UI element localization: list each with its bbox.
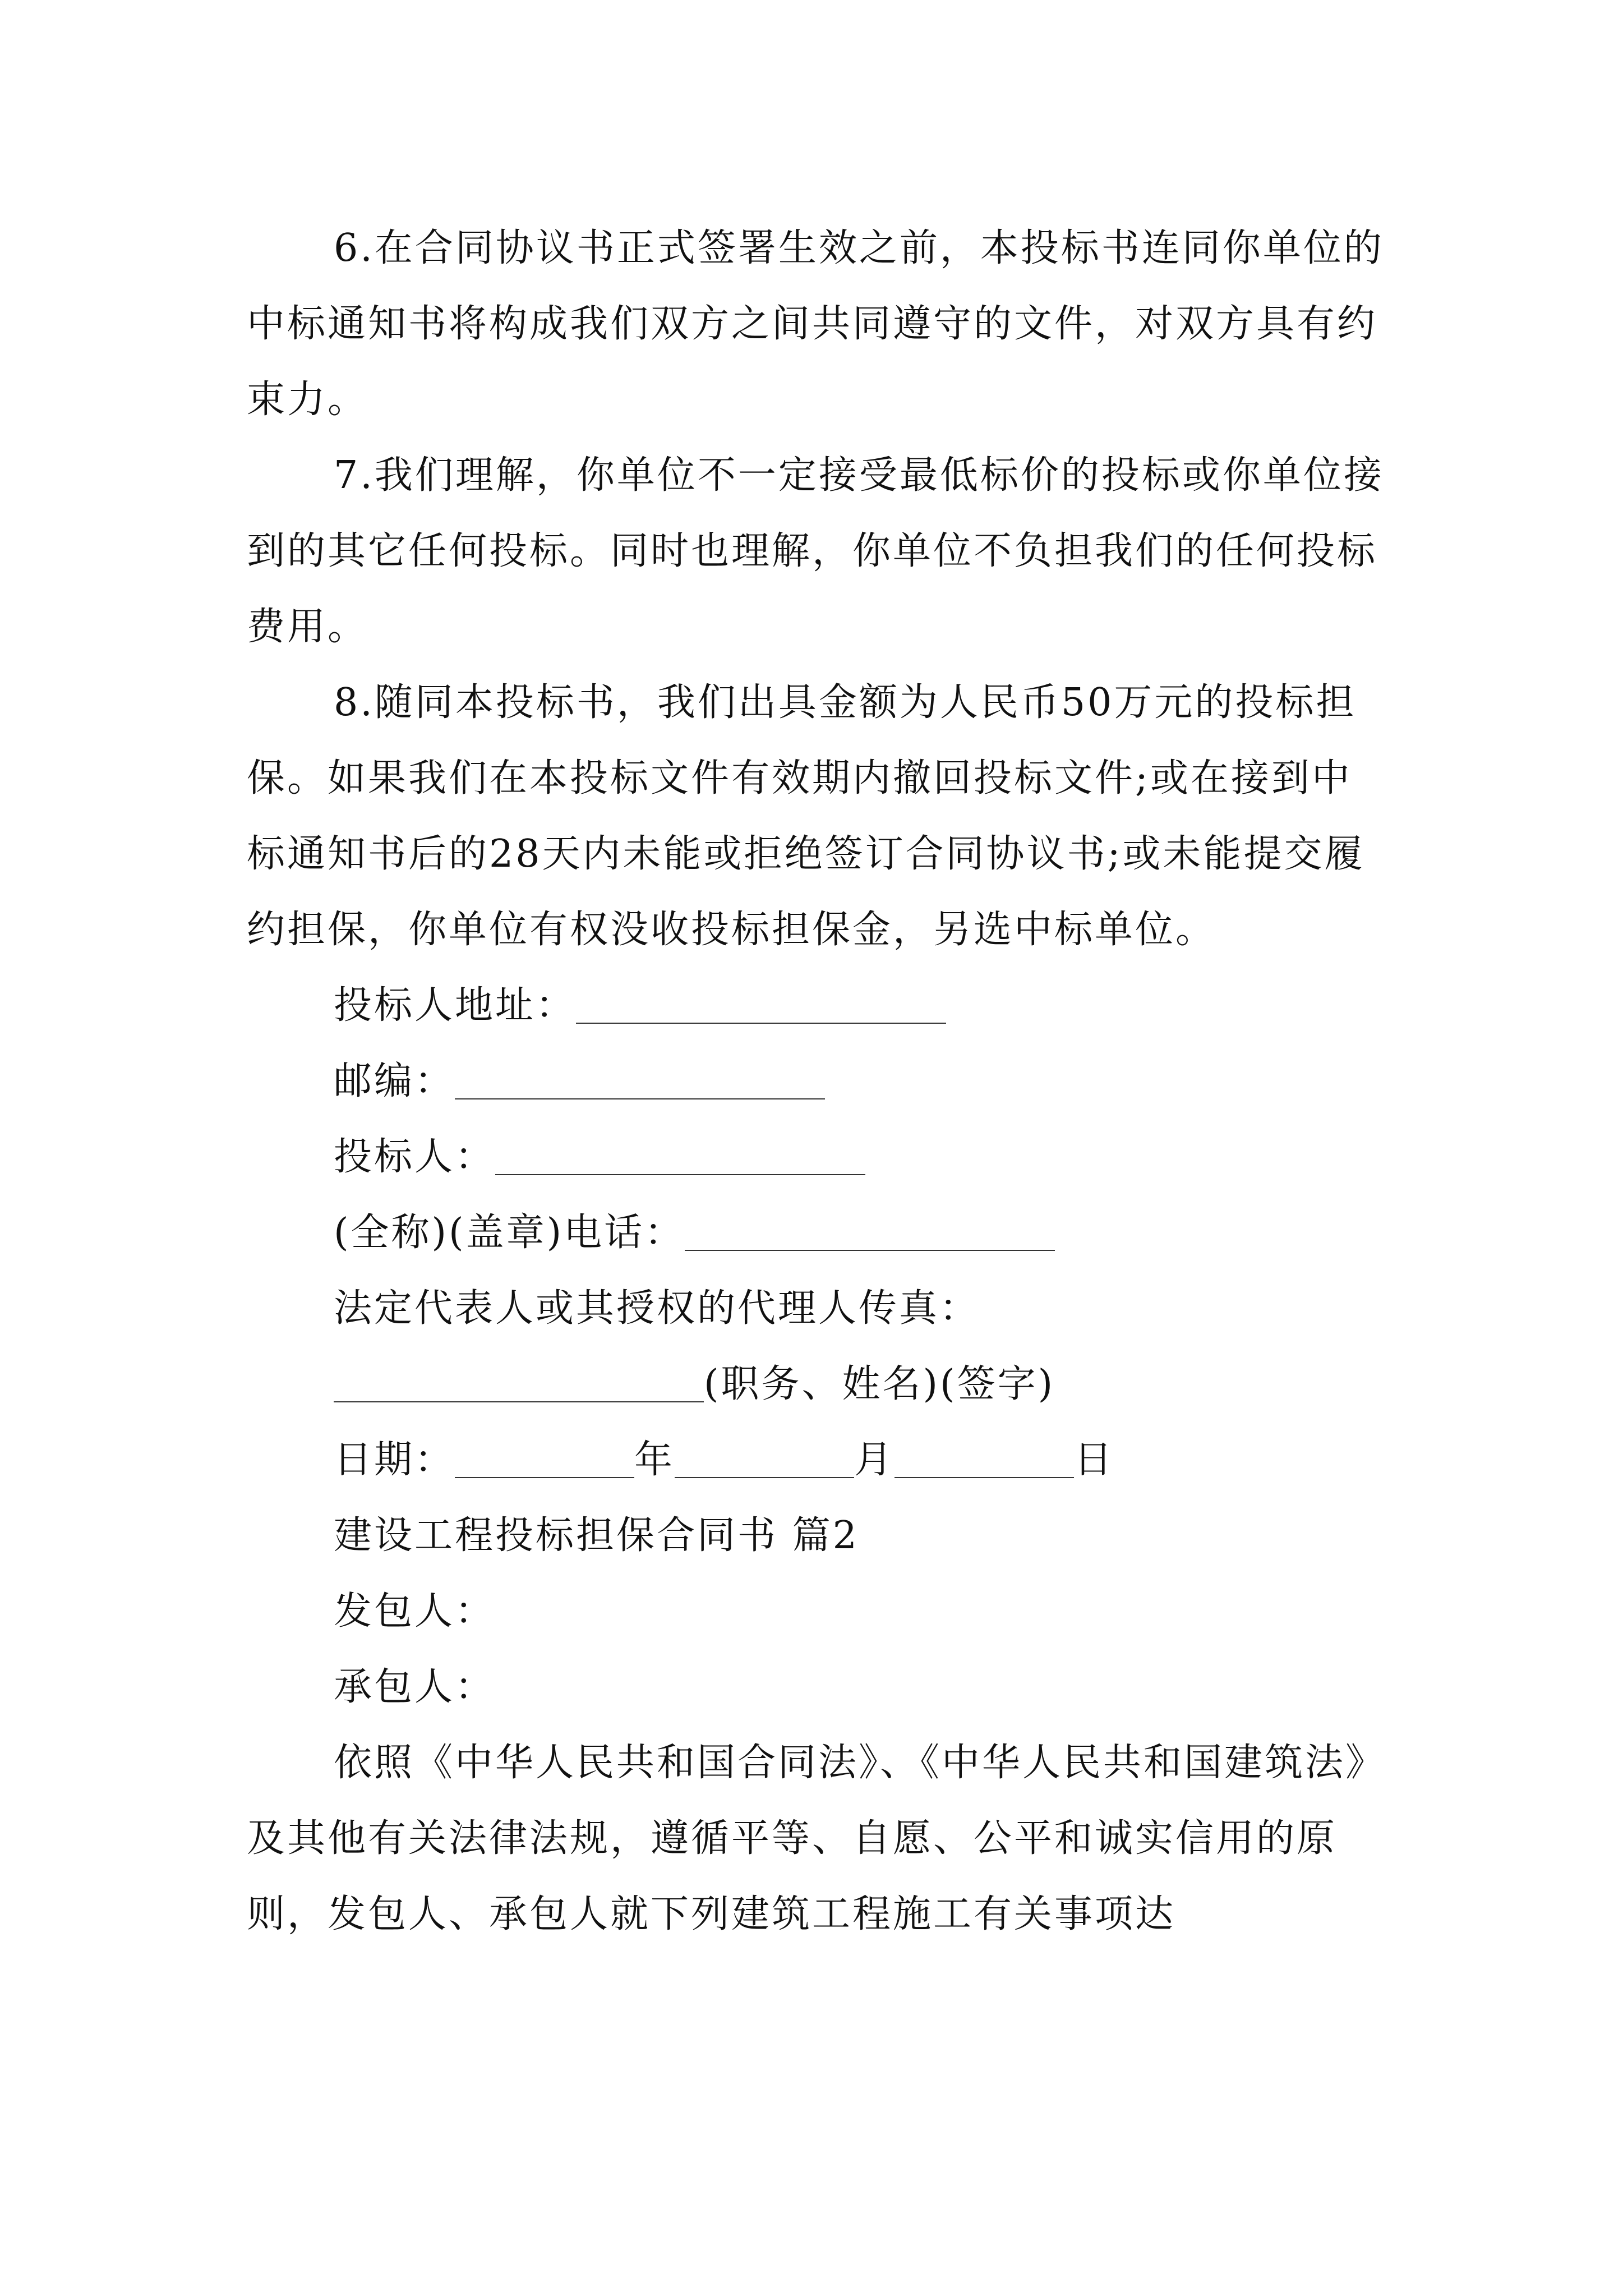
- bidder-label: 投标人：: [334, 1135, 496, 1179]
- sign-line: [247, 1346, 1391, 1422]
- sign-label: (职务、姓名)(签字): [704, 1362, 1055, 1406]
- postcode-line: [247, 1043, 1391, 1119]
- date-label: 日期：: [334, 1438, 455, 1482]
- year-blank: [455, 1443, 634, 1478]
- postcode-label: 邮编：: [334, 1059, 455, 1103]
- address-blank: [576, 989, 946, 1024]
- phone-line: [247, 1195, 1391, 1271]
- paragraph-6: 6.在合同协议书正式签署生效之前，本投标书连同你单位的中标通知书将构成我们双方之间共同遵守的文件，对双方具有约束力。: [247, 226, 1384, 422]
- contractor-line: 承包人：: [334, 1665, 496, 1709]
- bidder-line: [247, 1119, 1391, 1195]
- month-label: 月: [854, 1438, 895, 1482]
- section-2-intro: 依照《中华人民共和国合同法》、《中华人民共和国建筑法》及其他有关法律法规，遵循平等、自愿、公平和诚实信用的原则，发包人、承包人就下列建筑工程施工有关事项达: [247, 1741, 1386, 1936]
- year-label: 年: [634, 1438, 675, 1482]
- day-blank: [895, 1443, 1074, 1478]
- address-line: [247, 968, 1391, 1043]
- address-label: 投标人地址：: [334, 983, 577, 1028]
- phone-blank: [685, 1216, 1055, 1251]
- section-2-title: 建设工程投标担保合同书 篇2: [334, 1513, 859, 1558]
- phone-label: (全称)(盖章)电话：: [334, 1211, 685, 1255]
- document-body: [247, 210, 1391, 1952]
- date-line: [247, 1422, 1391, 1498]
- employer-line: 发包人：: [334, 1589, 496, 1634]
- sign-blank: [334, 1368, 704, 1402]
- paragraph-8: 8.随同本投标书，我们出具金额为人民币50万元的投标担保。如果我们在本投标文件有效期内撤回投标文件;或在接到中标通知书后的28天内未能或拒绝签订合同协议书;或未能提交履约担保，你单位有权没收投标担保金，另选中标单位。: [247, 680, 1365, 952]
- bidder-blank: [495, 1140, 865, 1175]
- month-blank: [675, 1443, 854, 1478]
- paragraph-7: 7.我们理解，你单位不一定接受最低标价的投标或你单位接到的其它任何投标。同时也理解，你单位不负担我们的任何投标费用。: [247, 453, 1384, 649]
- fax-line: [247, 1271, 1391, 1346]
- fax-label: 法定代表人或其授权的代理人传真：: [334, 1286, 980, 1331]
- postcode-blank: [455, 1065, 825, 1099]
- day-label: 日: [1074, 1438, 1115, 1482]
